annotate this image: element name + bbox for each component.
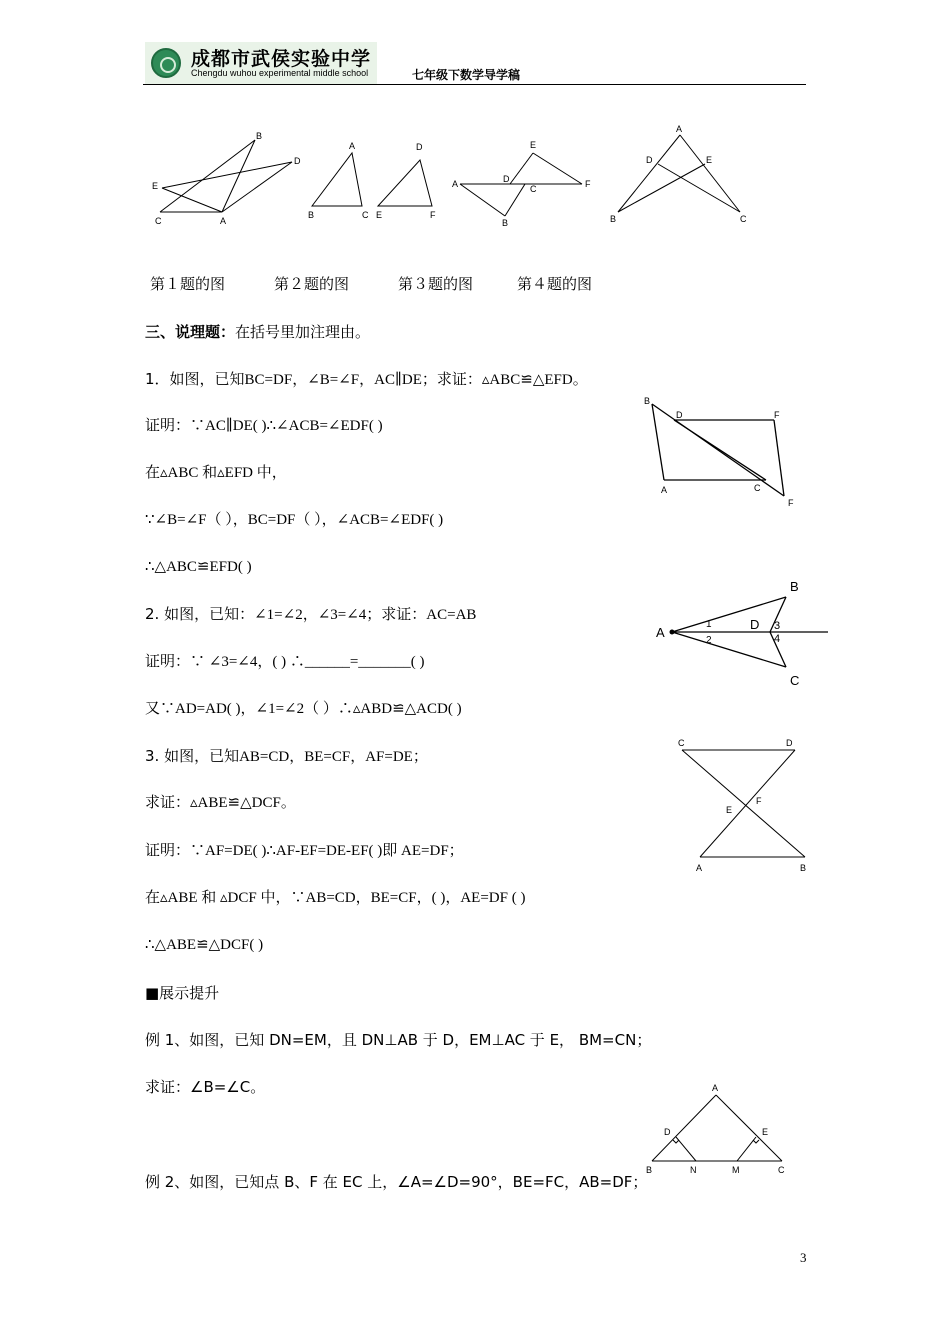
p3-proof-line-1: 求证：▵ABE≌△DCF。 [145,795,296,811]
p1-proof-line-2: 在▵ABC 和▵EFD 中， [145,465,287,481]
p2-statement [145,604,476,625]
section-instruction: 在括号里加注理由。 [235,323,371,341]
school-logo [145,42,377,84]
ex1-fig-label-C: C [778,1165,785,1175]
p3-fig-label-D: D [786,738,793,748]
section-title: 三、说理题： [145,323,236,341]
p3-fig-label-B: B [800,863,807,873]
fig3-label-E: E [530,140,537,150]
p1-given: BC=DF，∠B=∠F，AC∥DE；求证：▵ABC≌△EFD。 [244,372,588,388]
ex1-fig-label-N: N [690,1165,697,1175]
figure-p2 [650,575,840,690]
fig4-label-B: B [610,214,617,224]
p1-fig-label-F: F [788,498,794,508]
p2-fig-label-D: D [750,617,760,632]
fig1-label-A: A [220,216,227,226]
document-title: 七年级下数学导学稿 [412,68,521,82]
fig1-label-E: E [152,181,159,191]
p3-fig-label-C: C [678,738,685,748]
school-name-en: Chengdu wuhou experimental middle school [191,68,369,78]
p2-fig-label-A: A [656,625,665,640]
p2-given: ∠1=∠2，∠3=∠4；求证：AC=AB [254,607,477,623]
p3-statement [145,746,428,767]
p1-statement [145,369,588,390]
ex1-fig-label-E: E [762,1127,769,1137]
caption-fig2: 第２题的图 [274,275,350,293]
fig2-label-E: E [376,210,383,220]
school-emblem-icon [151,48,181,78]
p1-intro: 1．如图，已知 [145,370,245,388]
fig4-label-E: E [706,155,713,165]
p3-fig-label-F: F [756,796,762,806]
p1-fig-label-D: D [676,410,683,420]
p3-fig-label-E: E [726,805,733,815]
fig2-label-A: A [349,141,356,151]
example-1-line-2: 求证：∠B=∠C。 [145,1078,266,1096]
caption-fig1: 第１题的图 [150,275,226,293]
school-name-cn: 成都市武侯实验中学 [191,48,372,70]
p2-fig-label-B: B [790,579,799,594]
fig3-label-A: A [452,179,459,189]
p2-fig-label-4: 4 [774,633,781,645]
p1-proof-line-1: 证明：∵AC∥DE( )∴∠ACB=∠EDF( ) [145,418,383,434]
p2-intro: 2. 如图，已知： [145,605,255,623]
fig3-label-D: D [503,174,510,184]
show-title: ■展示提升 [145,984,220,1002]
ex1-fig-label-M: M [732,1165,740,1175]
caption-fig3: 第３题的图 [398,275,474,293]
ex1-fig-label-D: D [664,1127,671,1137]
figure-1 [160,140,292,212]
p2-proof-line-1: 证明：∵ ∠3=∠4，( ) ∴______=_______( ) [145,654,425,670]
figure-4 [618,135,740,212]
p1-proof-line-4: ∴△ABC≌EFD( ) [145,559,252,575]
p2-proof-line-2: 又∵AD=AD( )，∠1=∠2（ ）∴▵ABD≌△ACD( ) [145,701,462,717]
p2-fig-label-1: 1 [706,619,712,630]
p3-proof-line-4: ∴△ABE≌△DCF( ) [145,937,264,953]
p1-fig-label-A: A [661,485,668,495]
top-figures [140,120,780,235]
p3-proof-line-3: 在▵ABE 和 ▵DCF 中，∵AB=CD，BE=CF，( )，AE=DF ( ) [145,890,526,906]
fig2-label-C: C [362,210,369,220]
page-number: 3 [800,1250,807,1265]
fig3-label-F: F [585,179,591,189]
figure-2 [312,153,432,206]
fig3-label-B: B [502,218,509,228]
figure-3 [460,153,582,216]
fig3-label-C: C [530,184,537,194]
p1-proof-line-3: ∵∠B=∠F（ ），BC=DF（ ），∠ACB=∠EDF( ) [145,512,444,528]
section-heading [145,322,370,342]
fig2-label-D: D [416,142,423,152]
figure-ex1 [640,1075,800,1180]
fig1-label-D: D [294,156,301,166]
p3-proof-line-2: 证明：∵AF=DE( )∴AF-EF=DE-EF( )即 AE=DF； [145,843,464,859]
p2-fig-label-3: 3 [774,620,781,632]
p1-fig-label-C: C [754,483,761,493]
ex1-fig-label-A: A [712,1083,719,1093]
p3-fig-label-A: A [696,863,703,873]
fig2-label-F: F [430,210,436,220]
p1-fig-label-B: B [644,396,651,406]
fig2-label-B: B [308,210,315,220]
fig4-label-C: C [740,214,747,224]
fig1-label-B: B [256,131,263,141]
header-divider [143,84,806,85]
ex1-fig-label-B: B [646,1165,653,1175]
figure-p1 [636,390,816,510]
fig1-label-C: C [155,216,162,226]
example-2-line-1: 例 2、如图，已知点 B、F 在 EC 上，∠A=∠D=90°，BE=FC，AB=DF； [145,1173,648,1191]
p3-intro: 3. 如图，已知 [145,747,240,765]
p3-given: AB=CD，BE=CF，AF=DE； [239,749,428,765]
fig4-label-D: D [646,155,653,165]
p2-fig-label-2: 2 [706,635,712,646]
figure-p3 [670,730,820,880]
p2-fig-label-C: C [790,673,800,688]
fig4-label-A: A [676,124,683,134]
p1-fig-label-F-top: F [774,410,780,420]
example-1-line-1: 例 1、如图，已知 DN=EM，且 DN⊥AB 于 D，EM⊥AC 于 E， BM=CN； [145,1031,652,1049]
caption-fig4: 第４题的图 [517,275,593,293]
